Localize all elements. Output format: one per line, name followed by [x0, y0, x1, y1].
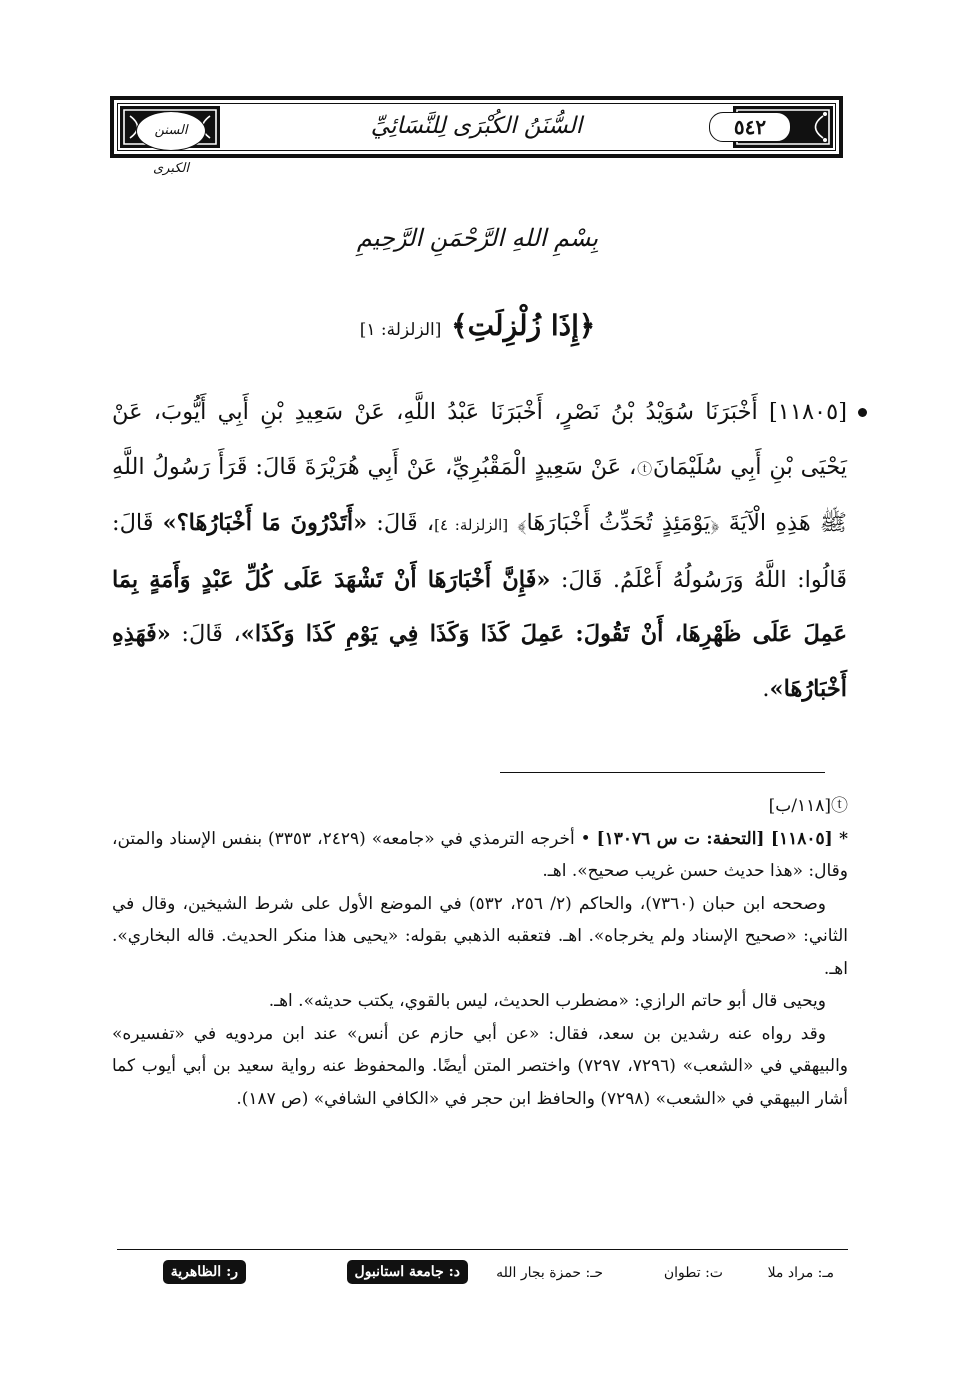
hadith-segment: ، قَالَ:: [367, 510, 435, 536]
note-paragraph: ويحيى قال أبو حاتم الرازي: «مضطرب الحديث، ليس بالقوي، يكتب حديثه». اهـ.: [268, 991, 826, 1011]
takhrij-heading: * [١١٨٠٥] [التحفة: ت س ١٣٠٧٦]: [596, 828, 849, 849]
book-logo: السنن الكبرى: [136, 111, 206, 151]
book-title: السُّنَنُ الكُبْرَى لِلنَّسَائِيِّ: [370, 113, 583, 139]
prophet-speech: «فَهَذِهِ أَخْبَارُهَا»: [112, 621, 847, 702]
surah-reference: [الزلزلة: ١]: [359, 320, 442, 340]
hadith-number: [١١٨٠٥]: [769, 399, 847, 425]
siglum-r: ر: الظاهرية: [163, 1260, 246, 1284]
takhrij-text: • أخرجه الترمذي في «جامعه» (٢٤٢٩، ٣٣٥٣) بنفس الإسناد والمتن، وقال: «هذا حديث حسن غريب صحيح». اهـ.: [112, 828, 848, 881]
hadith-segment: قَالَ: قَالُوا: اللَّهُ وَرَسُولُهُ أَعْلَمُ. قَالَ:: [112, 510, 848, 593]
surah-verse: ﴿إِذَا زُلْزِلَتِ﴾: [451, 309, 596, 342]
header-ornament-left: [120, 106, 220, 176]
surah-heading: [150, 305, 805, 351]
footnotes: [112, 790, 848, 1115]
page-header: [110, 96, 843, 176]
manuscript-sigla: [117, 1258, 848, 1288]
page-number: ٥٤٢: [709, 112, 791, 142]
prophet-speech: «فَإِنَّ أَخْبَارَهَا أَنْ تَشْهَدَ عَلَى كُلِّ عَبْدٍ وَأَمَةٍ بِمَا عَمِلَ عَلَى ظَهْرِهَا، أَنْ تَقُولَ: عَمِلَ كَذَا وَكَذَا فِي يَوْمِ كَذَا وَكَذَا»: [112, 566, 847, 647]
hadith-segment: أَخْبَرَنَا سُوَيْدُ بْنُ نَصْرٍ، أَخْبَرَنَا عَبْدُ اللَّهِ، عَنْ سَعِيدِ بْنِ أَبِي أَيُّوبَ، عَنْ يَحْيَى بْنِ أَبِي سُلَيْمَانَ: [112, 399, 847, 480]
siglum-h: حـ: حمزة بجار الله: [496, 1265, 603, 1281]
hadith-segment: ، قَالَ:: [170, 621, 241, 647]
siglum-t: ت: تطوان: [663, 1265, 723, 1281]
manuscript-reference: ⓣ[١١٨/ب]: [768, 796, 848, 816]
verse-reference: [الزلزلة: ٤]: [434, 516, 509, 534]
note-paragraph: وقد رواه عنه رشدين بن سعد، فقال: «عن أبي حازم عن أنس» عند ابن مردويه في «تفسيره» والبيهقي في «الشعب» (٧٢٩٦، ٧٢٩٧) واختصر المتن أيضًا. والمحفوظ عنه رواية سعيد بن أبي أيوب كما أشار البيهقي في «الشعب» (٧٢٩٨) والحافظ ابن حجر في «الكافي الشافي» (ص ١٨٧).: [112, 1023, 848, 1109]
manuscript-marker: ⓣ: [636, 459, 653, 478]
prophet-speech: «أَتَدْرُونَ مَا أَخْبَارُهَا؟»: [162, 510, 368, 536]
siglum-m: مـ: مراد ملا: [767, 1265, 834, 1281]
note-paragraph: وصححه ابن حبان (٧٣٦٠)، والحاكم (٢/ ٢٥٦، ٥٣٢) في الموضع الأول على شرط الشيخين، وقال في الثاني: «صحيح الإسناد ولم يخرجاه». اهـ. فتعقبه الذهبي بقوله: «يحيى هذا منكر الحديث. قاله البخاري». اهـ.: [112, 893, 848, 979]
hadith-segment: .: [762, 675, 770, 702]
hadith-segment: ، عَنْ سَعِيدٍ الْمَقْبُرِيِّ، عَنْ أَبِي هُرَيْرَةَ قَالَ: قَرَأَ رَسُولُ اللَّهِ ﷺ هَذِهِ الْآيَةَ ﴿يَوْمَئِذٍ تُحَدِّثُ أَخْبَارَهَا﴾: [112, 453, 847, 536]
hadith-text: [112, 385, 847, 716]
siglum-d: د: جامعة استانبول: [347, 1260, 468, 1284]
footer-divider: [117, 1249, 848, 1250]
footnote-divider: [500, 772, 825, 773]
takhrij-paragraph: [112, 823, 848, 888]
basmala: بِسْمِ اللهِ الرَّحْمَنِ الرَّحِيمِ: [356, 224, 599, 252]
bullet-icon: [858, 408, 867, 417]
